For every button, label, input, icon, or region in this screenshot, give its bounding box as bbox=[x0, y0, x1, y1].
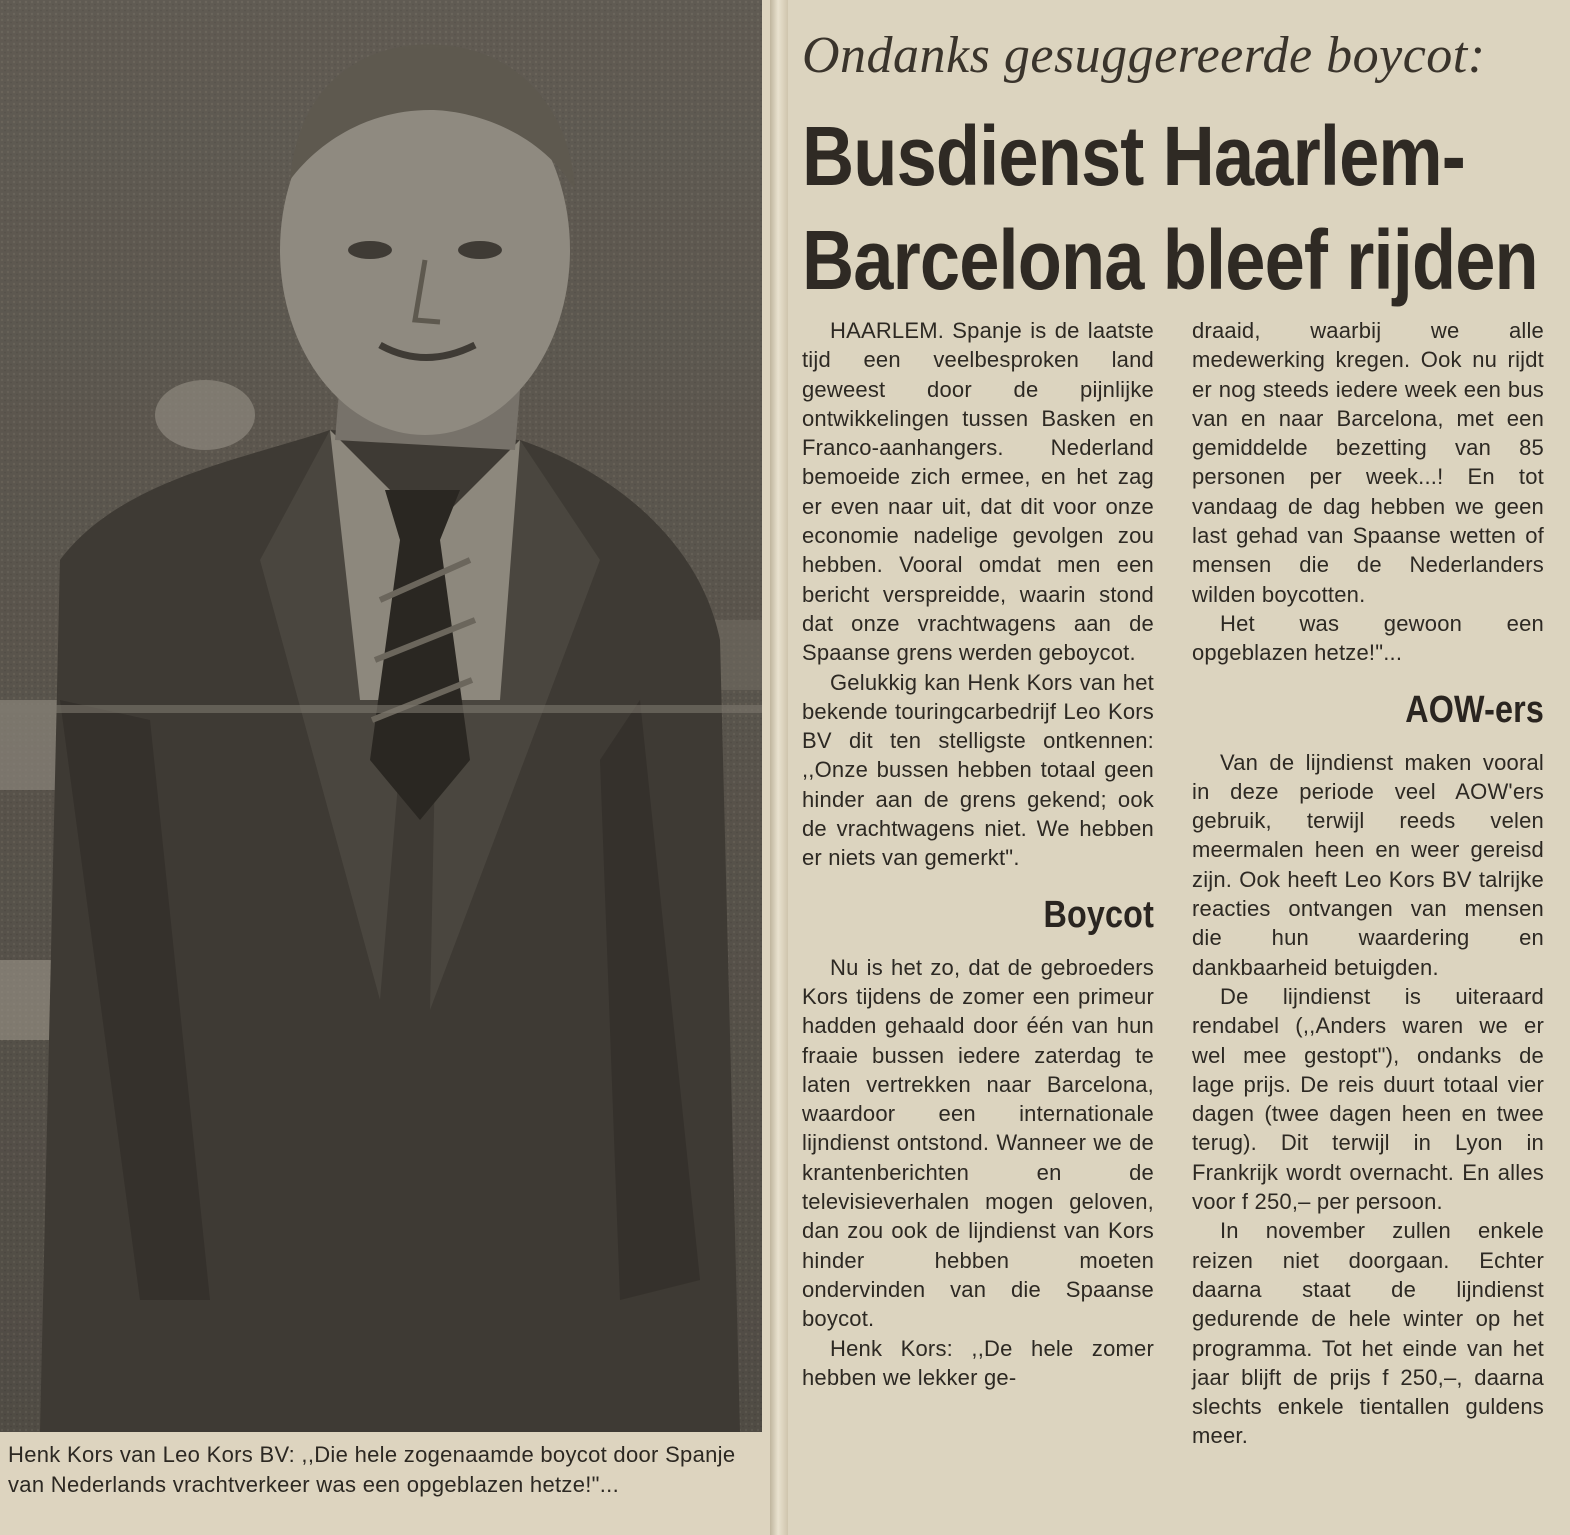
subheading-aow-ers: AOW-ers bbox=[1405, 688, 1544, 731]
article-clipping bbox=[788, 0, 1570, 1535]
paragraph: De lijndienst is uiteraard rendabel (,,Anders waren we er wel mee gestopt"), ondanks de lage prijs. De reis duurt totaal vier dagen (twee dagen heen en twee terug). Dit terwijl in Lyon in Frankrijk wordt overnacht. En alles voor f 250,– per persoon. bbox=[1192, 983, 1544, 1215]
headline-line-2: Barcelona bleef rijden bbox=[802, 213, 1538, 307]
article-column-right bbox=[1192, 316, 1544, 1451]
paragraph: Van de lijndienst maken vooral in deze periode veel AOW'ers gebruik, terwijl reeds velen meermalen heen en weer gereisd zijn. Ook heeft Leo Kors BV talrijke reacties ontvangen van mensen die hun waardering en dankbaarheid betuigden. bbox=[1192, 749, 1544, 980]
photo-caption: Henk Kors van Leo Kors BV: ,,Die hele zogenaamde boycot door Spanje van Nederlands vrachtverkeer was een opgeblazen hetze!"... bbox=[8, 1442, 736, 1497]
clipping-seam bbox=[770, 0, 788, 1535]
photo-clipping bbox=[0, 0, 770, 1535]
paragraph: Gelukkig kan Henk Kors van het bekende touringcarbedrijf Leo Kors BV dit ten stelligste ontkennen: ,,Onze bussen hebben totaal geen hinder aan de grens gekend; ook de vrachtwagens niet. We hebben er niets van gemerkt". bbox=[802, 669, 1154, 871]
subheading-boycot: Boycot bbox=[1043, 893, 1154, 936]
paragraph: In november zullen enkele reizen niet doorgaan. Echter daarna staat de lijndienst gedurende de hele winter op het programma. Tot het einde van het jaar blijft de prijs f 250,–, daarna slechts enkele tientallen guldens meer. bbox=[1192, 1218, 1544, 1449]
paragraph: Het was gewoon een opgeblazen hetze!"... bbox=[1192, 610, 1544, 666]
paragraph: Nu is het zo, dat de gebroeders Kors tijdens de zomer een primeur hadden gehaald door één van hun fraaie bussen iedere zaterdag te laten vertrekken naar Barcelona, waardoor een internationale lijndienst ontstond. Wanneer we de krantenberichten en de televisieverhalen mogen geloven, dan zou ook de lijndienst van Kors hinder hebben moeten ondervinden van die Spaanse boycot. bbox=[802, 954, 1154, 1332]
paragraph: draaid, waarbij we alle medewerking kregen. Ook nu rijdt er nog steeds iedere week een bus van en naar Barcelona, met een gemiddelde bezetting van 85 personen per week...! En tot vandaag de dag hebben we geen last gehad van Spaanse wetten of mensen die de Nederlanders wilden boycotten. bbox=[1192, 318, 1544, 607]
paragraph: HAARLEM. Spanje is de laatste tijd een veelbesproken land geweest door de pijnlijke ontwikkelingen tussen Basken en Franco-aanhangers. Nederland bemoeide zich ermee, en het zag er even naar uit, dat dit voor onze economie nadelige gevolgen zou hebben. Vooral omdat men een bericht verspreidde, waarin stond dat onze vrachtwagens aan de Spaanse grens werden geboycot. bbox=[802, 318, 1154, 666]
portrait-photo-icon bbox=[0, 0, 762, 1432]
headline-line-1: Busdienst Haarlem- bbox=[802, 109, 1465, 203]
article-kicker: Ondanks gesuggereerde boycot: bbox=[802, 27, 1486, 84]
article-headline bbox=[802, 104, 1538, 312]
article-column-left bbox=[802, 316, 1154, 1392]
portrait-photo bbox=[0, 0, 762, 1432]
paragraph: Henk Kors: ,,De hele zomer hebben we lekker ge- bbox=[802, 1335, 1154, 1390]
